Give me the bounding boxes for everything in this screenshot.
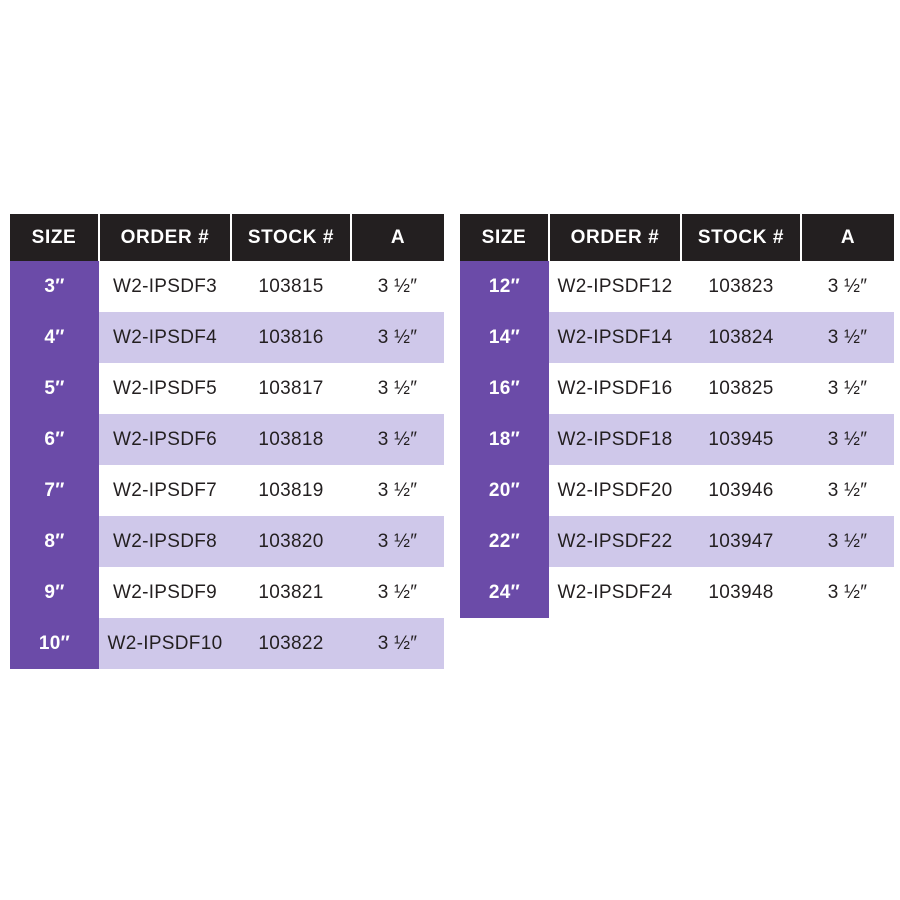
table-row [460,312,894,363]
table-row [10,465,444,516]
cell-a: 3 ½″ [351,261,444,312]
cell-a: 3 ½″ [801,312,894,363]
cell-order: W2-IPSDF24 [549,567,681,618]
cell-stock: 103821 [231,567,351,618]
cell-size: 22″ [460,516,549,567]
cell-order: W2-IPSDF7 [99,465,231,516]
cell-a: 3 ½″ [351,567,444,618]
cell-size: 14″ [460,312,549,363]
cell-size: 12″ [460,261,549,312]
cell-size: 8″ [10,516,99,567]
column-header-a: A [351,214,444,261]
table-row [460,516,894,567]
table-row [460,363,894,414]
cell-size: 9″ [10,567,99,618]
size-chart-table-left [10,214,444,669]
column-header-stock: STOCK # [231,214,351,261]
cell-stock: 103825 [681,363,801,414]
table-row [460,261,894,312]
cell-a: 3 ½″ [801,516,894,567]
cell-size: 10″ [10,618,99,669]
cell-order: W2-IPSDF5 [99,363,231,414]
cell-stock: 103948 [681,567,801,618]
cell-stock: 103816 [231,312,351,363]
cell-order: W2-IPSDF3 [99,261,231,312]
cell-size: 3″ [10,261,99,312]
table-row [460,465,894,516]
cell-stock: 103945 [681,414,801,465]
cell-order: W2-IPSDF4 [99,312,231,363]
table-row [460,567,894,618]
table-head [10,214,444,261]
cell-order: W2-IPSDF20 [549,465,681,516]
cell-size: 18″ [460,414,549,465]
cell-stock: 103818 [231,414,351,465]
size-chart-table-right [460,214,894,618]
cell-a: 3 ½″ [801,261,894,312]
cell-a: 3 ½″ [351,414,444,465]
cell-order: W2-IPSDF16 [549,363,681,414]
column-header-size: SIZE [460,214,549,261]
table-row [460,414,894,465]
table-row [10,261,444,312]
cell-order: W2-IPSDF22 [549,516,681,567]
cell-order: W2-IPSDF18 [549,414,681,465]
table-body [10,261,444,669]
column-header-stock: STOCK # [681,214,801,261]
cell-order: W2-IPSDF9 [99,567,231,618]
cell-stock: 103820 [231,516,351,567]
cell-size: 7″ [10,465,99,516]
cell-a: 3 ½″ [801,567,894,618]
cell-a: 3 ½″ [351,465,444,516]
cell-stock: 103819 [231,465,351,516]
cell-a: 3 ½″ [351,516,444,567]
cell-size: 5″ [10,363,99,414]
size-chart-right [460,214,894,618]
cell-a: 3 ½″ [351,618,444,669]
table-row [10,414,444,465]
cell-a: 3 ½″ [351,312,444,363]
cell-a: 3 ½″ [801,414,894,465]
cell-a: 3 ½″ [351,363,444,414]
column-header-order: ORDER # [549,214,681,261]
cell-stock: 103947 [681,516,801,567]
column-header-size: SIZE [10,214,99,261]
table-row [10,567,444,618]
table-row [10,516,444,567]
column-header-order: ORDER # [99,214,231,261]
cell-size: 24″ [460,567,549,618]
cell-size: 16″ [460,363,549,414]
cell-order: W2-IPSDF14 [549,312,681,363]
cell-order: W2-IPSDF12 [549,261,681,312]
table-head [460,214,894,261]
table-body [460,261,894,618]
column-header-a: A [801,214,894,261]
cell-stock: 103815 [231,261,351,312]
cell-size: 20″ [460,465,549,516]
table-row [10,312,444,363]
header-row [460,214,894,261]
table-row [10,618,444,669]
size-chart-left [10,214,444,669]
cell-order: W2-IPSDF10 [99,618,231,669]
cell-a: 3 ½″ [801,363,894,414]
cell-order: W2-IPSDF6 [99,414,231,465]
cell-a: 3 ½″ [801,465,894,516]
cell-stock: 103823 [681,261,801,312]
cell-stock: 103824 [681,312,801,363]
header-row [10,214,444,261]
cell-stock: 103817 [231,363,351,414]
cell-stock: 103946 [681,465,801,516]
cell-order: W2-IPSDF8 [99,516,231,567]
table-row [10,363,444,414]
cell-size: 4″ [10,312,99,363]
cell-stock: 103822 [231,618,351,669]
cell-size: 6″ [10,414,99,465]
